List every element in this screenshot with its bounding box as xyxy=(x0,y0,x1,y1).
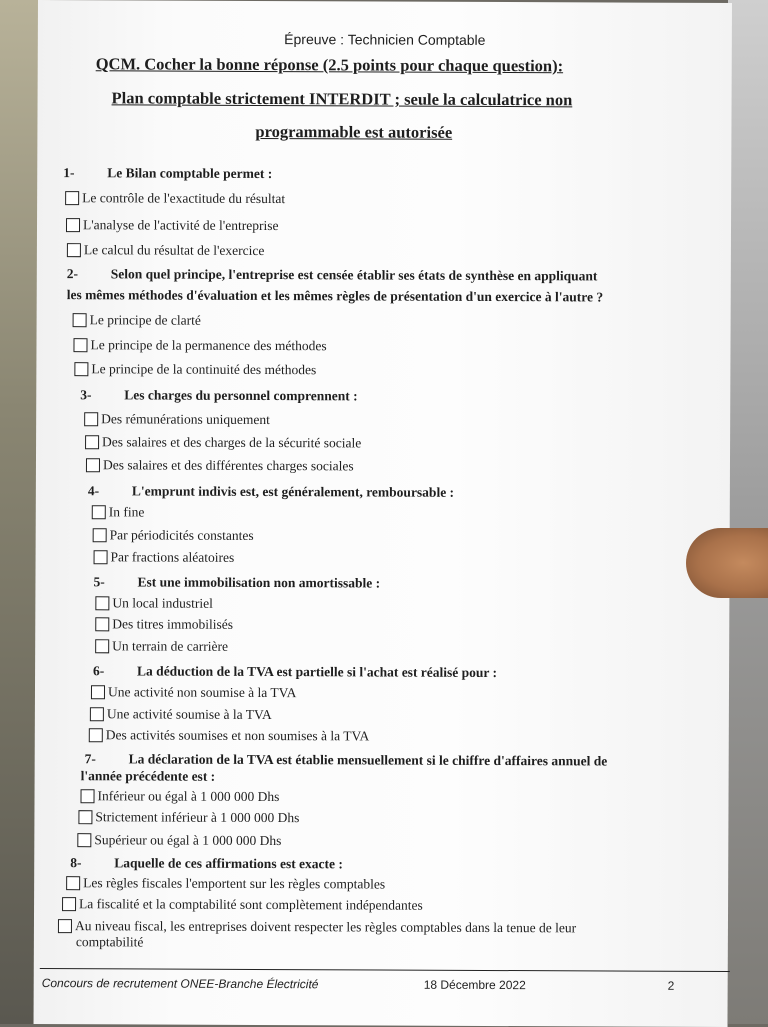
question-number: 5- xyxy=(93,574,105,590)
question-text: Les charges du personnel comprennent : xyxy=(124,387,358,404)
option-8b[interactable] xyxy=(62,896,423,914)
option-5b[interactable] xyxy=(95,616,233,633)
question-text: Selon quel principe, l'entreprise est censée établir ses états de synthèse en appliquant xyxy=(110,266,598,284)
checkbox[interactable] xyxy=(84,412,98,426)
checkbox[interactable] xyxy=(58,919,72,933)
footer-competition: Concours de recrutement ONEE-Branche Électricité xyxy=(41,976,319,992)
question-7 xyxy=(85,751,608,769)
exam-page xyxy=(34,0,732,1027)
exam-subject: Épreuve : Technicien Comptable xyxy=(284,31,486,48)
option-label: In fine xyxy=(108,504,145,520)
question-5 xyxy=(93,574,380,591)
question-number: 3- xyxy=(80,387,92,403)
question-number: 2- xyxy=(66,266,79,282)
checkbox[interactable] xyxy=(80,789,94,803)
option-7a[interactable] xyxy=(80,788,279,805)
option-label: Un terrain de carrière xyxy=(112,638,229,654)
option-2c[interactable] xyxy=(74,361,316,378)
checkbox[interactable] xyxy=(92,505,106,519)
option-label: Par périodicités constantes xyxy=(109,527,254,543)
option-5a[interactable] xyxy=(95,595,213,612)
option-6b[interactable] xyxy=(90,706,272,723)
question-text: Est une immobilisation non amortissable : xyxy=(137,574,381,591)
footer-date: 18 Décembre 2022 xyxy=(423,977,526,993)
question-8 xyxy=(70,855,343,872)
question-7-line-2: l'année précédente est : xyxy=(80,768,216,784)
checkbox[interactable] xyxy=(74,362,88,376)
option-label: Une activité non soumise à la TVA xyxy=(107,684,297,701)
option-label: Supérieur ou égal à 1 000 000 Dhs xyxy=(94,832,282,849)
option-label: Une activité soumise à la TVA xyxy=(106,706,272,723)
option-1a[interactable] xyxy=(65,190,285,207)
checkbox[interactable] xyxy=(95,596,109,610)
option-label: La fiscalité et la comptabilité sont complètement indépendantes xyxy=(79,896,423,913)
option-label: Des titres immobilisés xyxy=(112,616,234,632)
option-label: Les règles fiscales l'emportent sur les règles comptables xyxy=(83,875,386,892)
option-1b[interactable] xyxy=(66,217,279,234)
question-text: La déclaration de la TVA est établie mensuellement si le chiffre d'affaires annuel de xyxy=(128,751,608,769)
checkbox[interactable] xyxy=(90,707,104,721)
option-7c[interactable] xyxy=(77,832,281,849)
option-label: Des activités soumises et non soumises à la TVA xyxy=(105,727,370,744)
option-5c[interactable] xyxy=(95,638,228,655)
option-4c[interactable] xyxy=(94,549,235,566)
question-2 xyxy=(67,266,598,284)
option-label: Strictement inférieur à 1 000 000 Dhs xyxy=(95,809,300,826)
option-3c[interactable] xyxy=(86,457,354,474)
question-1 xyxy=(63,165,272,182)
option-label: Un local industriel xyxy=(112,595,213,611)
question-text: Laquelle de ces affirmations est exacte : xyxy=(114,855,343,872)
checkbox[interactable] xyxy=(93,528,107,542)
option-1c[interactable] xyxy=(67,242,265,259)
question-2-line-2: les mêmes méthodes d'évaluation et les mêmes règles de présentation d'un exercice à l'autre ? xyxy=(66,287,604,305)
checkbox[interactable] xyxy=(89,728,103,742)
question-number: 4- xyxy=(87,483,100,499)
option-8a[interactable] xyxy=(66,875,385,892)
question-text: L'emprunt indivis est, est généralement, remboursable : xyxy=(131,483,455,500)
option-label: Des salaires et des charges de la sécurité sociale xyxy=(102,434,362,451)
option-7b[interactable] xyxy=(78,809,299,826)
footer-page-number: 2 xyxy=(667,978,675,993)
checkbox[interactable] xyxy=(73,313,87,327)
checkbox[interactable] xyxy=(85,435,99,449)
checkbox[interactable] xyxy=(67,243,81,257)
checkbox[interactable] xyxy=(62,897,76,911)
title-line-1: QCM. Cocher la bonne réponse (2.5 points pour chaque question): xyxy=(95,54,564,76)
checkbox[interactable] xyxy=(91,685,105,699)
option-3b[interactable] xyxy=(85,434,361,451)
option-2b[interactable] xyxy=(73,337,326,354)
checkbox[interactable] xyxy=(66,876,80,890)
option-3a[interactable] xyxy=(84,411,270,428)
option-2a[interactable] xyxy=(73,312,201,329)
option-4a[interactable] xyxy=(92,504,145,520)
option-label: Par fractions aléatoires xyxy=(110,549,235,565)
checkbox[interactable] xyxy=(94,550,108,564)
question-text: La déduction de la TVA est partielle si l'achat est réalisé pour : xyxy=(137,663,498,681)
checkbox[interactable] xyxy=(78,810,92,824)
option-8c-line-2: comptabilité xyxy=(75,934,144,950)
footer-divider xyxy=(40,968,730,972)
checkbox[interactable] xyxy=(77,833,91,847)
title-line-2: Plan comptable strictement INTERDIT ; seule la calculatrice non xyxy=(111,88,573,110)
checkbox[interactable] xyxy=(95,639,109,653)
option-label: Le contrôle de l'exactitude du résultat xyxy=(82,190,286,207)
checkbox[interactable] xyxy=(65,191,79,205)
option-6c[interactable] xyxy=(89,727,370,744)
checkbox[interactable] xyxy=(73,338,87,352)
question-number: 1- xyxy=(63,165,75,181)
option-label: Le principe de la continuité des méthodes xyxy=(91,361,317,378)
title-line-3: programmable est autorisée xyxy=(255,121,453,142)
option-label: Au niveau fiscal, les entreprises doivent respecter les règles comptables dans la tenue de leur xyxy=(74,918,577,936)
finger xyxy=(686,528,768,598)
background-right xyxy=(728,0,768,1024)
question-number: 6- xyxy=(93,663,105,679)
checkbox[interactable] xyxy=(66,218,80,232)
question-text: Le Bilan comptable permet : xyxy=(107,165,273,182)
option-label: Des salaires et des différentes charges sociales xyxy=(102,457,354,474)
option-label: Des rémunérations uniquement xyxy=(101,411,270,428)
question-4 xyxy=(88,483,454,501)
checkbox[interactable] xyxy=(86,458,100,472)
option-label: Inférieur ou égal à 1 000 000 Dhs xyxy=(97,788,280,805)
option-6a[interactable] xyxy=(91,684,297,701)
checkbox[interactable] xyxy=(95,617,109,631)
option-4b[interactable] xyxy=(93,527,254,544)
option-label: Le principe de clarté xyxy=(89,312,201,328)
question-number: 7- xyxy=(84,751,96,767)
option-label: Le principe de la permanence des méthodes xyxy=(90,337,327,354)
question-number: 8- xyxy=(70,855,82,871)
option-label: L'analyse de l'activité de l'entreprise xyxy=(82,217,279,234)
question-3 xyxy=(80,387,357,404)
question-6 xyxy=(93,663,497,681)
option-label: Le calcul du résultat de l'exercice xyxy=(83,242,265,258)
